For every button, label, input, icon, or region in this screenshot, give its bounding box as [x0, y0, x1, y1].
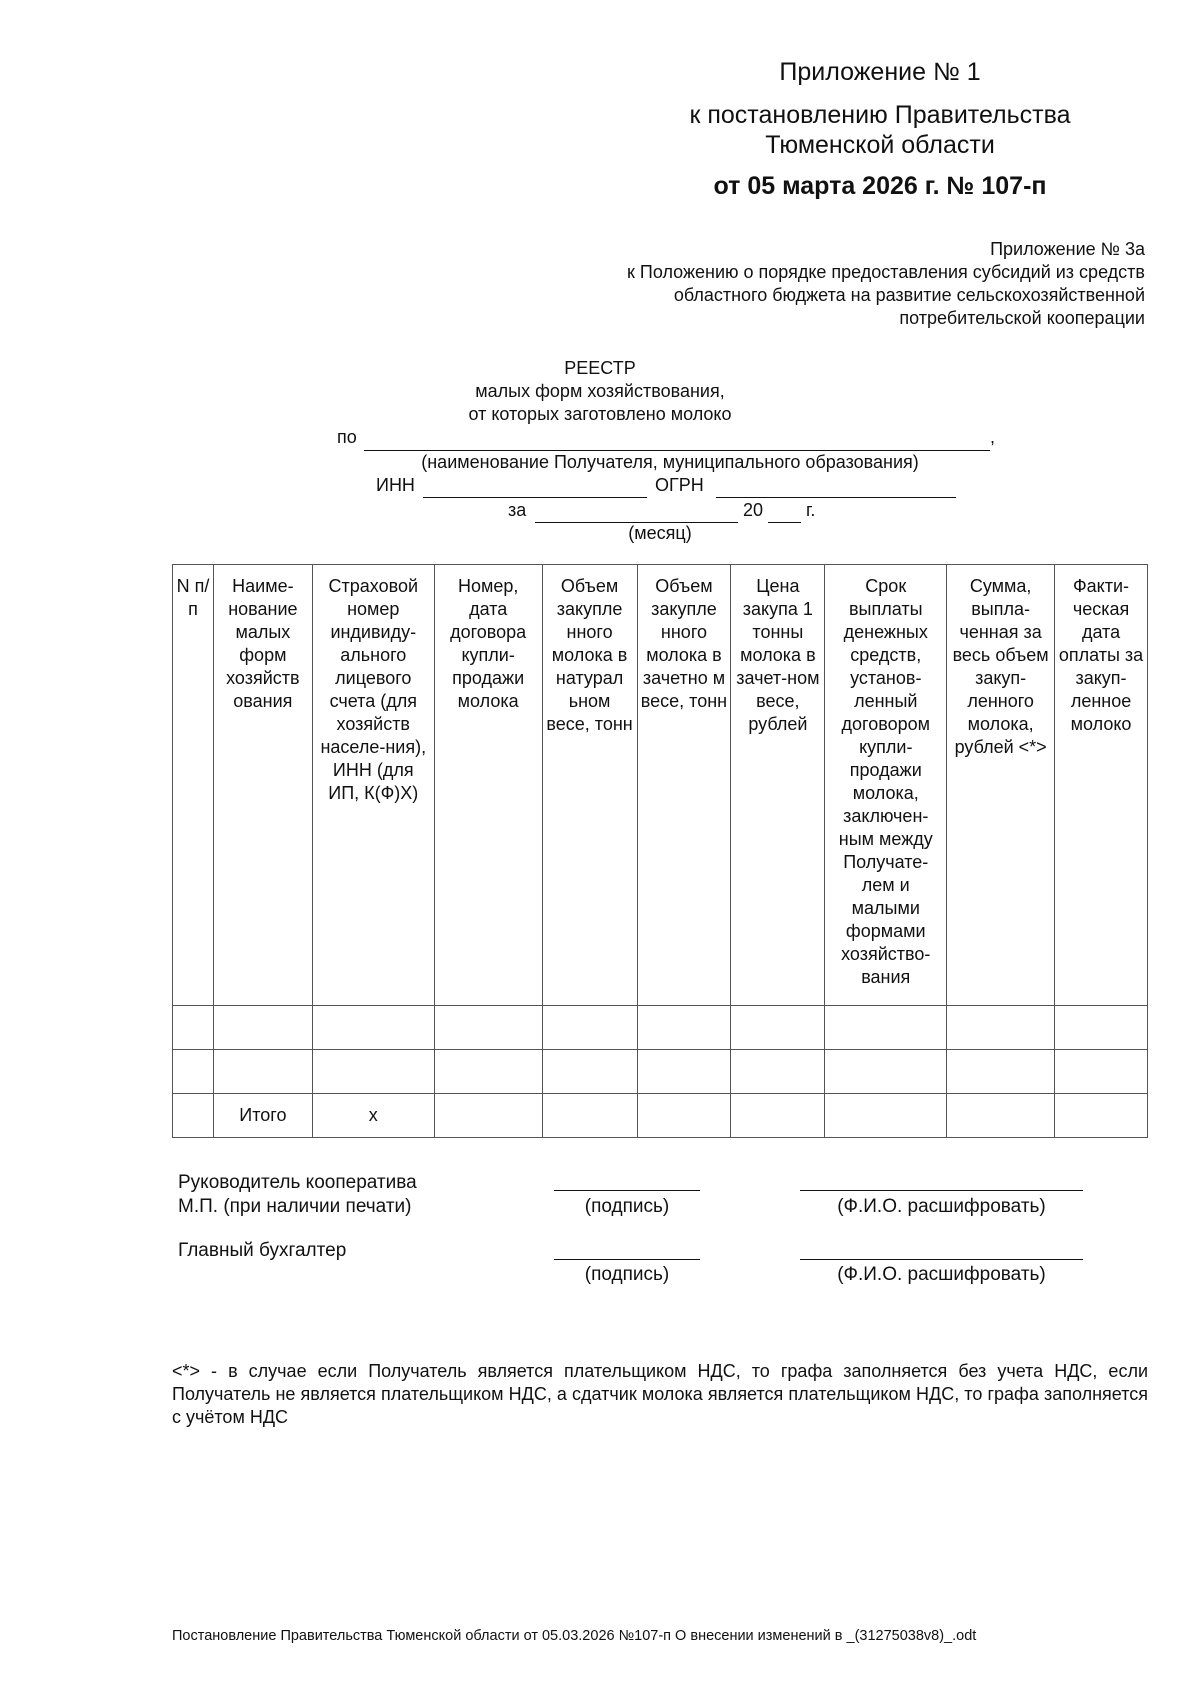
inn-field[interactable]: [423, 477, 647, 498]
table-cell[interactable]: [637, 1006, 731, 1050]
table-cell[interactable]: [947, 1050, 1055, 1094]
table-cell[interactable]: [312, 1006, 434, 1050]
total-row: [173, 1094, 1148, 1138]
for-label: за: [508, 500, 527, 520]
table-cell[interactable]: [731, 1050, 825, 1094]
document-footer: Постановление Правительства Тюменской области от 05.03.2026 №107-п О внесении изменений в _(31275038v8)_.odt: [172, 1628, 977, 1644]
accountant-signature-field[interactable]: [554, 1237, 700, 1260]
appendix-line-2: к Положению о порядке предоставления субсидий из средств: [627, 262, 1145, 282]
register-subtitle-1: малых форм хозяйствования,: [475, 381, 725, 401]
col-contract: Номер, дата договора купли-продажи молока: [434, 565, 542, 1006]
table-cell[interactable]: [542, 1006, 637, 1050]
ogrn-label: ОГРН: [655, 475, 704, 495]
table-cell[interactable]: [637, 1050, 731, 1094]
table-cell[interactable]: [213, 1006, 312, 1050]
accountant-name-hint: (Ф.И.О. расшифровать): [837, 1264, 1046, 1285]
table-cell[interactable]: [731, 1094, 825, 1138]
table-cell[interactable]: [1055, 1050, 1148, 1094]
appendix-line-4: потребительской кооперации: [899, 308, 1145, 328]
table-cell: [173, 1094, 214, 1138]
accountant-name-field[interactable]: [800, 1237, 1083, 1260]
table-cell[interactable]: [825, 1006, 947, 1050]
year-field[interactable]: [768, 502, 801, 523]
table-row: [173, 1050, 1148, 1094]
table-cell[interactable]: [825, 1094, 947, 1138]
table-cell[interactable]: [434, 1094, 542, 1138]
head-signature-hint: (подпись): [584, 1196, 670, 1217]
appendix-line-1: Приложение № 3а: [990, 239, 1145, 259]
seal-label: М.П. (при наличии печати): [178, 1196, 412, 1217]
col-name: Наиме-нование малых форм хозяйств ования: [213, 565, 312, 1006]
table-cell[interactable]: [434, 1050, 542, 1094]
head-signature-field[interactable]: [554, 1168, 700, 1191]
table-cell[interactable]: [434, 1006, 542, 1050]
table-cell[interactable]: [213, 1050, 312, 1094]
by-label: по: [337, 427, 357, 447]
col-snils-inn: Страховой номер индивиду-ального лицевого счета (для хозяйств населе-ния), ИНН (для ИП, К(Ф)Х): [312, 565, 434, 1006]
head-name-hint: (Ф.И.О. расшифровать): [837, 1196, 1046, 1217]
register-subtitle-2: от которых заготовлено молоко: [468, 404, 732, 424]
year-prefix: 20: [743, 500, 764, 520]
table-cell[interactable]: [542, 1050, 637, 1094]
appendix-number: Приложение № 1: [779, 58, 981, 86]
table-cell[interactable]: [173, 1006, 214, 1050]
recipient-hint: (наименование Получателя, муниципального образования): [421, 452, 919, 472]
table-cell[interactable]: [947, 1006, 1055, 1050]
register-heading: РЕЕСТР: [564, 358, 636, 378]
table-cell[interactable]: [825, 1050, 947, 1094]
table-cell[interactable]: [542, 1094, 637, 1138]
col-number: N п/п: [173, 565, 214, 1006]
accountant-signature-hint: (подпись): [584, 1264, 670, 1285]
resolution-date: от 05 марта 2026 г. № 107-п: [713, 172, 1047, 200]
table-cell[interactable]: [731, 1006, 825, 1050]
table-header-row: [173, 565, 1148, 1006]
table-cell[interactable]: [637, 1094, 731, 1138]
resolution-reference: к постановлению Правительства Тюменской области: [689, 101, 1071, 159]
head-label: Руководитель кооператива: [178, 1172, 417, 1193]
appendix-line-3: областного бюджета на развитие сельскохозяйственной: [673, 285, 1145, 305]
register-title: [0, 357, 1200, 426]
table-cell[interactable]: [312, 1050, 434, 1094]
table-cell[interactable]: [173, 1050, 214, 1094]
head-name-field[interactable]: [800, 1168, 1083, 1191]
footnote: <*> - в случае если Получатель является плательщиком НДС, то графа заполняется без учета НДС, если Получатель не является плательщиком НДС, а сдатчик молока является плательщиком НДС, то графа заполняется с учётом НДС: [172, 1361, 1148, 1427]
register-table: [172, 564, 1148, 1138]
appendix-block: [445, 238, 1145, 330]
total-label: Итого: [213, 1094, 312, 1138]
col-volume-natural: Объем закупле нного молока в натурал ьном весе, тонн: [542, 565, 637, 1006]
table-cell[interactable]: [1055, 1006, 1148, 1050]
ogrn-field[interactable]: [716, 477, 956, 498]
inn-label: ИНН: [376, 475, 415, 495]
col-payment-term: Срок выплаты денежных средств, установ-ленный договором купли-продажи молока, заключен-ным между Получате-лем и малыми формами хозяйство-вания: [825, 565, 947, 1006]
col-price: Цена закупа 1 тонны молока в зачет-ном весе, рублей: [731, 565, 825, 1006]
year-suffix: г.: [806, 500, 816, 520]
table-cell[interactable]: [947, 1094, 1055, 1138]
comma: ,: [990, 427, 996, 447]
table-row: [173, 1006, 1148, 1050]
month-hint: (месяц): [628, 523, 692, 543]
col-amount-paid: Сумма, выпла-ченная за весь объем закуп-ленного молока, рублей <*>: [947, 565, 1055, 1006]
col-payment-date: Факти-ческая дата оплаты за закуп-ленное молоко: [1055, 565, 1148, 1006]
table-cell[interactable]: [1055, 1094, 1148, 1138]
col-volume-credit: Объем закупле нного молока в зачетно м весе, тонн: [637, 565, 731, 1006]
total-mark: x: [312, 1094, 434, 1138]
recipient-name-field[interactable]: [364, 430, 990, 451]
accountant-label: Главный бухгалтер: [178, 1240, 347, 1261]
month-field[interactable]: [535, 502, 738, 523]
